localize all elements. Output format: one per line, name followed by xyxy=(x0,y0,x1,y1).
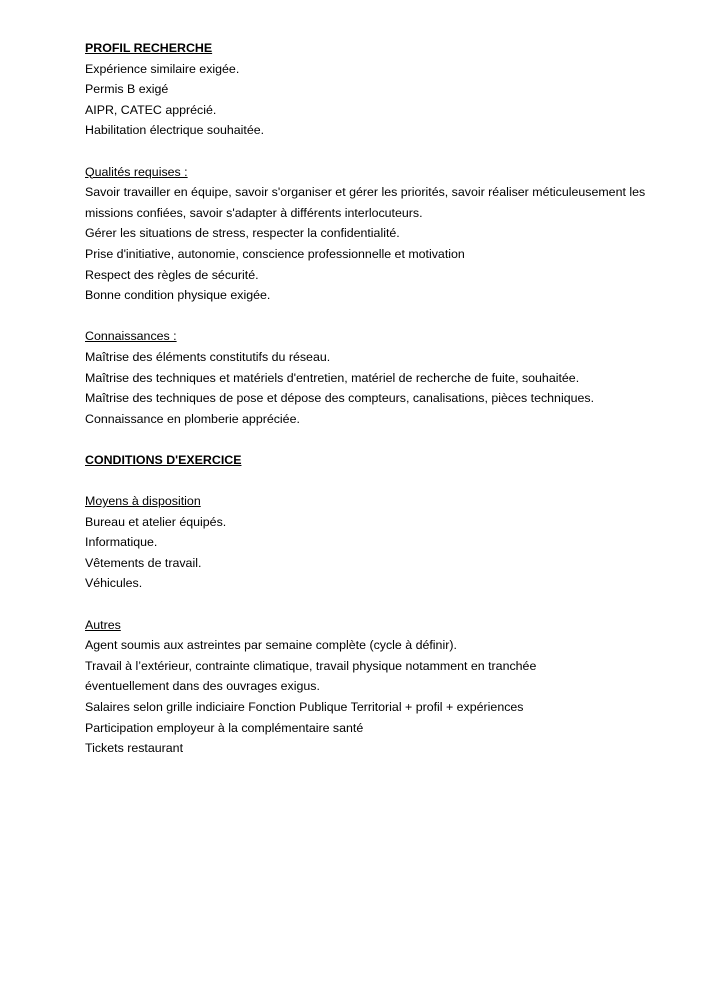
autres-line: Participation employeur à la complémentaire santé xyxy=(85,720,364,735)
profil-line: Habilitation électrique souhaitée. xyxy=(85,123,265,138)
autres-line: Salaires selon grille indiciaire Fonction Publique Territorial + profil + expériences xyxy=(85,700,524,714)
connaissances-line: Maîtrise des éléments constitutifs du réseau. xyxy=(85,349,331,364)
moyens-line: Informatique. xyxy=(85,535,158,550)
moyens-line: Vêtements de travail. xyxy=(85,555,202,570)
qualites-line: Bonne condition physique exigée. xyxy=(85,288,271,303)
document-body xyxy=(85,38,645,759)
subheading-autres: Autres xyxy=(85,617,121,632)
qualites-line: Respect des règles de sécurité. xyxy=(85,267,259,282)
autres-line: Agent soumis aux astreintes par semaine complète (cycle à définir). xyxy=(85,638,457,653)
profil-line: AIPR, CATEC apprécié. xyxy=(85,102,217,117)
profil-line: Permis B exigé xyxy=(85,82,169,97)
connaissances-line: Connaissance en plomberie appréciée. xyxy=(85,411,300,426)
autres-line: Tickets restaurant xyxy=(85,741,184,756)
subheading-qualites: Qualités requises : xyxy=(85,164,188,179)
moyens-line: Bureau et atelier équipés. xyxy=(85,514,227,529)
spacer xyxy=(85,429,645,450)
qualites-line: missions confiées, savoir s'adapter à différents interlocuteurs. xyxy=(85,205,423,220)
connaissances-line: Maîtrise des techniques et matériels d'entretien, matériel de recherche de fuite, souhaitée. xyxy=(85,370,580,385)
subheading-moyens: Moyens à disposition xyxy=(85,494,201,509)
spacer xyxy=(85,306,645,327)
qualites-line: Gérer les situations de stress, respecter la confidentialité. xyxy=(85,226,400,241)
section-heading-profil: PROFIL RECHERCHE xyxy=(85,41,213,55)
qualites-line: Prise d'initiative, autonomie, conscience professionnelle et motivation xyxy=(85,246,465,261)
autres-line: Travail à l’extérieur, contrainte climatique, travail physique notamment en tranchée xyxy=(85,658,537,673)
connaissances-line: Maîtrise des techniques de pose et dépose des compteurs, canalisations, pièces techniques. xyxy=(85,391,595,406)
section-heading-conditions: CONDITIONS D'EXERCICE xyxy=(85,452,242,467)
qualites-line: Savoir travailler en équipe, savoir s'organiser et gérer les priorités, savoir réaliser méticuleusement les xyxy=(85,185,646,200)
subheading-connaissances: Connaissances : xyxy=(85,329,177,344)
profil-line: Expérience similaire exigée. xyxy=(85,61,240,76)
autres-line: éventuellement dans des ouvrages exigus. xyxy=(85,679,320,694)
spacer xyxy=(85,470,645,491)
spacer xyxy=(85,594,645,615)
moyens-line: Véhicules. xyxy=(85,576,143,591)
spacer xyxy=(85,141,645,162)
